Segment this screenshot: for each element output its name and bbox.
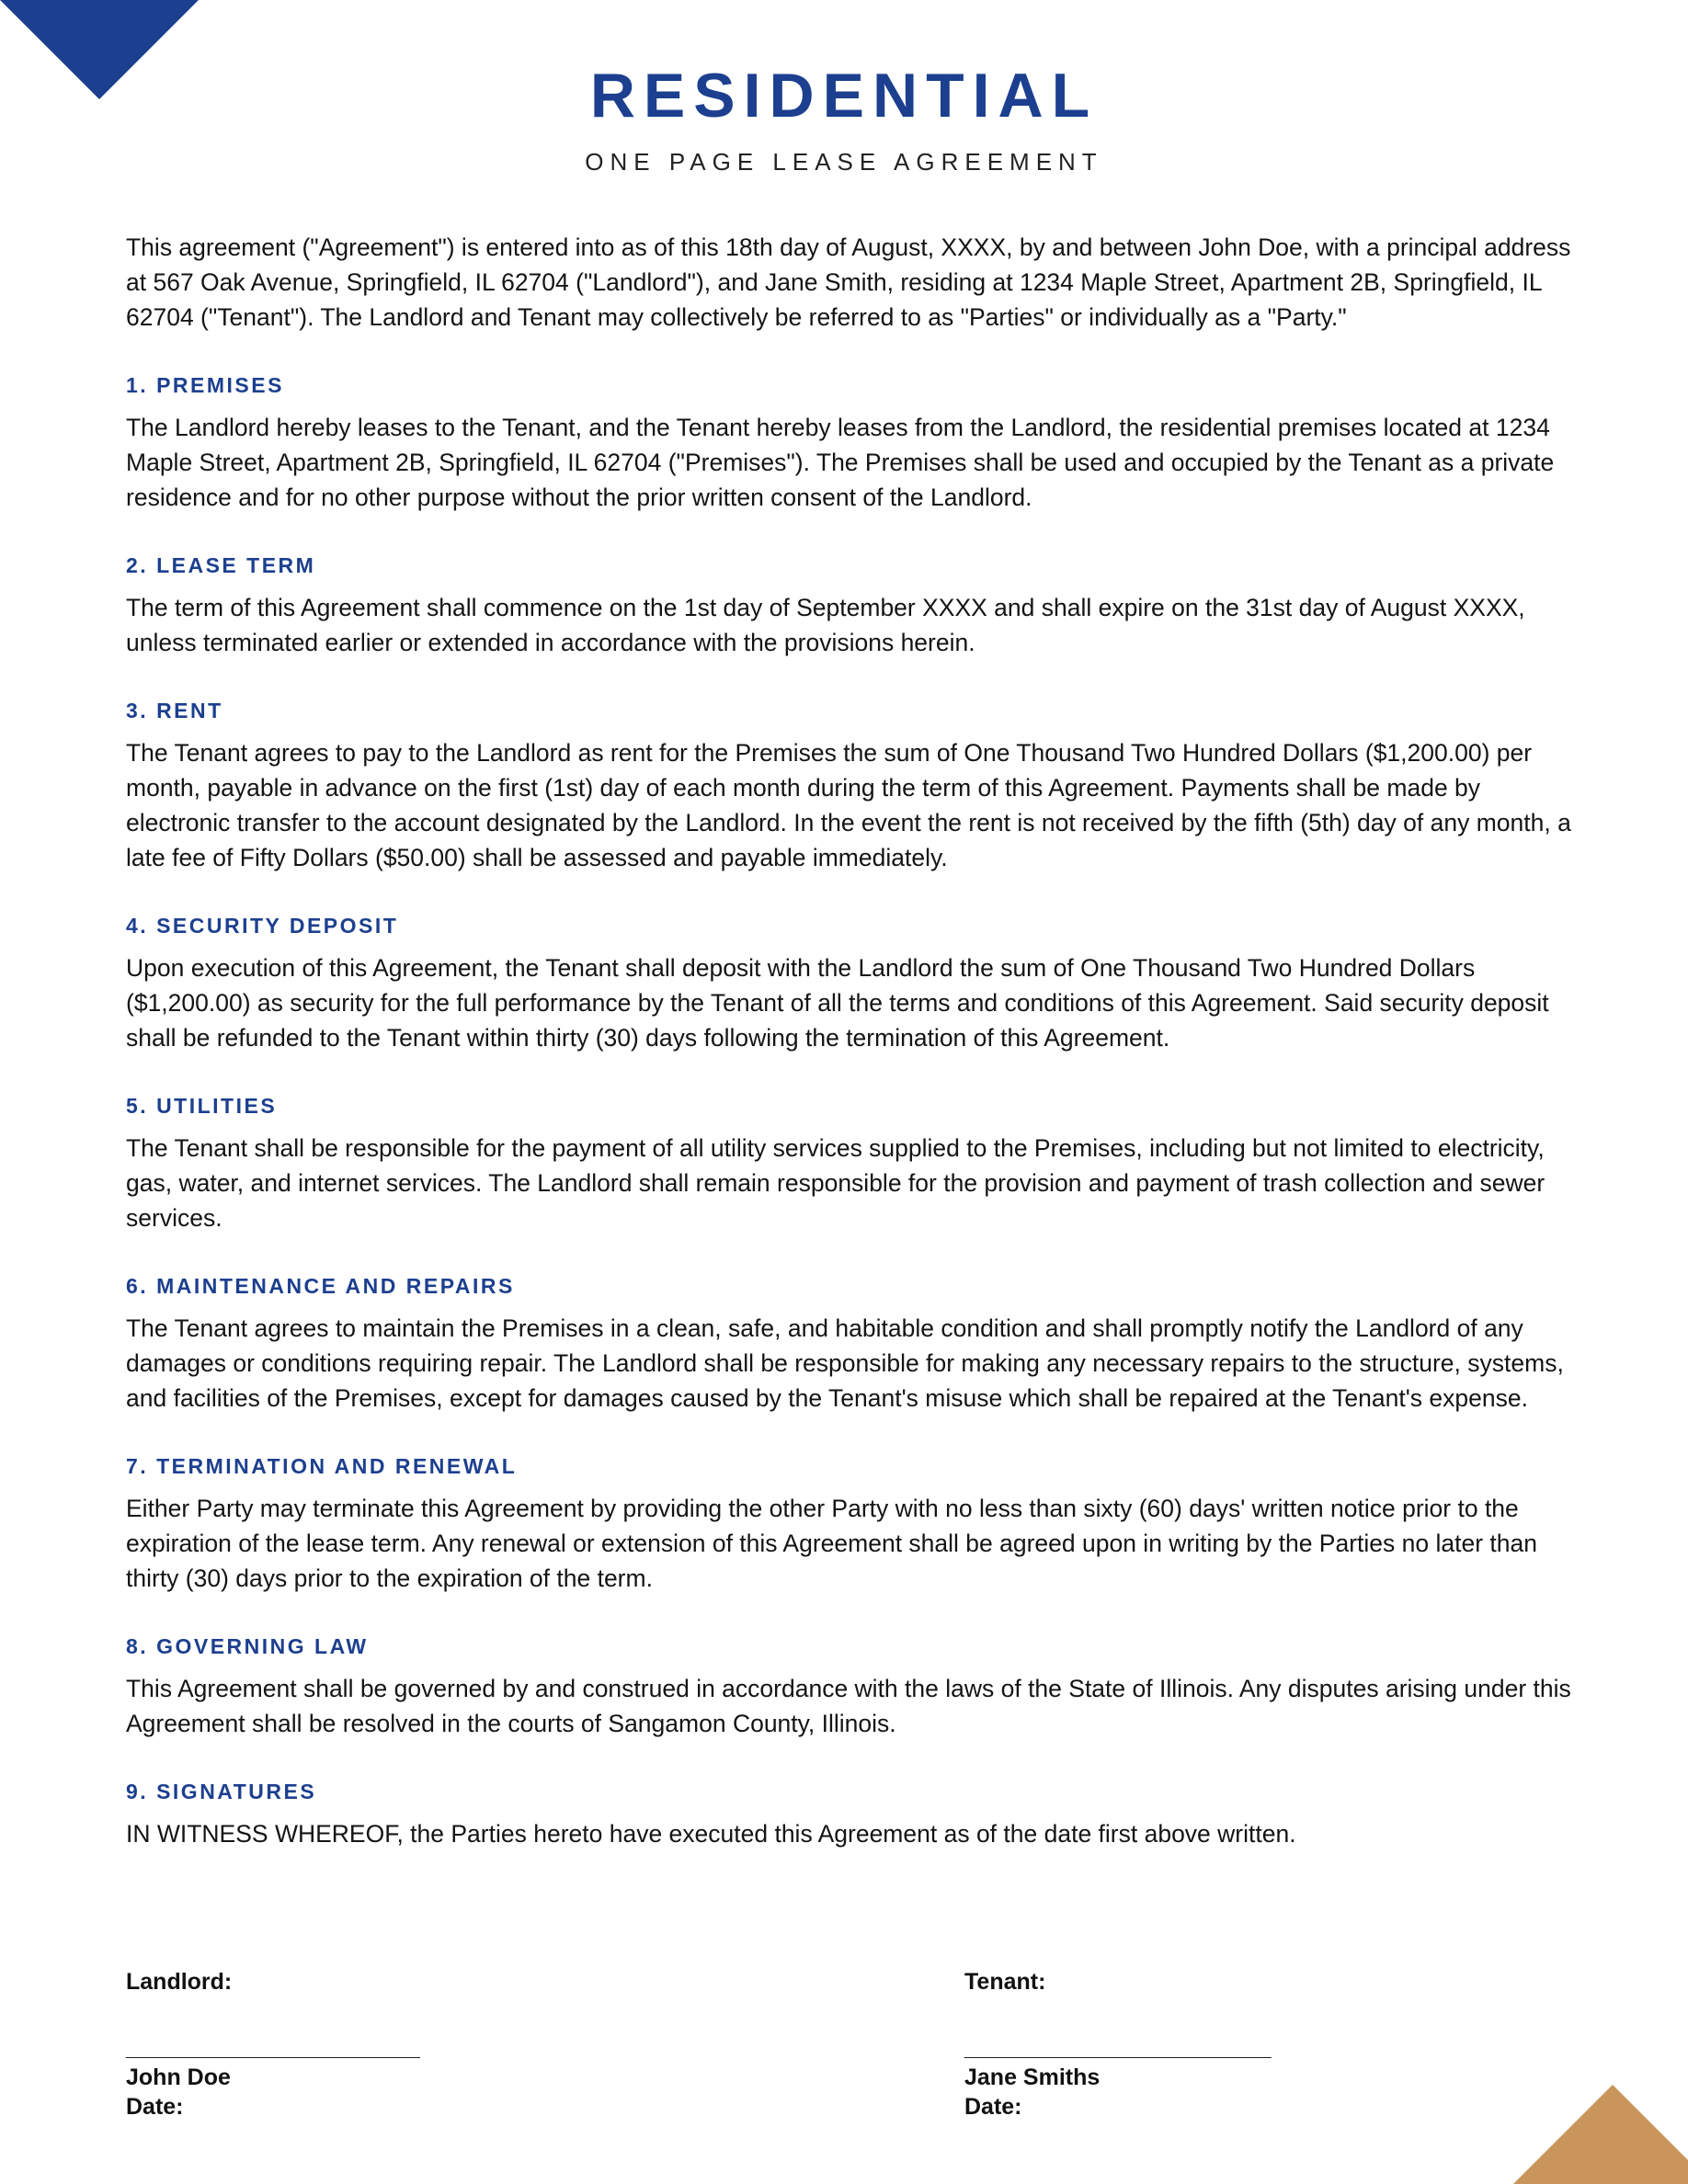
document-body <box>126 230 1588 1851</box>
section-text: Either Party may terminate this Agreement by providing the other Party with no less than sixty (60) days' written notice prior to the expiration of the lease term. Any renewal or extension of this Agreement shall be agreed upon in writing by the Parties no later than thirty (30) days prior to the expiration of the term. <box>126 1495 1537 1592</box>
section-lease-term <box>126 552 1588 660</box>
tenant-label: Tenant: <box>964 1969 1046 1995</box>
section-utilities <box>126 1092 1588 1235</box>
tenant-name: Jane Smiths <box>964 2065 1101 2090</box>
section-heading: 3. RENT <box>126 699 223 722</box>
tenant-signature-line: ________________________ <box>964 2035 1272 2061</box>
section-text: The Tenant agrees to pay to the Landlord as rent for the Premises the sum of One Thousand Two Hundred Dollars ($1,200.00) per month, payable in advance on the first (1st) day of each month during the term of this Agreement. Payments shall be made by electronic transfer to the account designated by the Landlord. In the event the rent is not received by the fifth (5th) day of any month, a late fee of Fifty Dollars ($50.00) shall be assessed and payable immediately. <box>126 739 1571 871</box>
section-maintenance <box>126 1272 1588 1416</box>
section-premises <box>126 371 1588 515</box>
document-header <box>0 57 1688 176</box>
section-text: Upon execution of this Agreement, the Tenant shall deposit with the Landlord the sum of One Thousand Two Hundred Dollars ($1,200.00) as security for the full performance by the Tenant of all the terms and conditions of this Agreement. Said security deposit shall be refunded to the Tenant within thirty (30) days following the termination of this Agreement. <box>126 954 1549 1052</box>
landlord-date-label: Date: <box>126 2094 184 2120</box>
section-heading: 9. SIGNATURES <box>126 1780 317 1803</box>
section-termination <box>126 1452 1588 1596</box>
section-heading: 6. MAINTENANCE AND REPAIRS <box>126 1274 515 1298</box>
landlord-signature <box>126 1967 678 2121</box>
document-subtitle: ONE PAGE LEASE AGREEMENT <box>585 148 1103 176</box>
section-heading: 8. GOVERNING LAW <box>126 1634 369 1658</box>
intro-paragraph: This agreement ("Agreement") is entered into as of this 18th day of August, XXXX, by and between John Doe, with a principal address at 567 Oak Avenue, Springfield, IL 62704 ("Landlord"), and Jane Smith, residing at 1234 Maple Street, Apartment 2B, Springfield, IL 62704 ("Tenant"). The Landlord and Tenant may collectively be referred to as "Parties" or individually as a "Party." <box>126 233 1571 331</box>
landlord-name: John Doe <box>126 2065 231 2090</box>
section-text: The Tenant agrees to maintain the Premises in a clean, safe, and habitable condition and shall promptly notify the Landlord of any damages or conditions requiring repair. The Landlord shall be responsible for making any necessary repairs to the structure, systems, and facilities of the Premises, except for damages caused by the Tenant's misuse which shall be repaired at the Tenant's expense. <box>126 1314 1564 1412</box>
section-rent <box>126 697 1588 875</box>
section-security-deposit <box>126 912 1588 1055</box>
section-heading: 1. PREMISES <box>126 373 284 397</box>
landlord-label: Landlord: <box>126 1969 233 1995</box>
landlord-signature-line: _______________________ <box>126 2035 420 2061</box>
section-signatures <box>126 1778 1588 1851</box>
tenant-signature <box>964 1967 1516 2121</box>
section-heading: 2. LEASE TERM <box>126 553 316 577</box>
section-heading: 7. TERMINATION AND RENEWAL <box>126 1454 518 1478</box>
document-title: RESIDENTIAL <box>589 61 1099 131</box>
section-text: The Tenant shall be responsible for the payment of all utility services supplied to the Premises, including but not limited to electricity, gas, water, and internet services. The Landlord shall remain responsible for the provision and payment of trash collection and sewer services. <box>126 1134 1545 1232</box>
section-text: The term of this Agreement shall commence on the 1st day of September XXXX and shall expire on the 31st day of August XXXX, unless terminated earlier or extended in accordance with the provisions herein. <box>126 594 1525 656</box>
section-text: This Agreement shall be governed by and construed in accordance with the laws of the State of Illinois. Any disputes arising under this Agreement shall be resolved in the courts of Sangamon County, Illinois. <box>126 1675 1571 1737</box>
tenant-date-label: Date: <box>964 2094 1022 2120</box>
section-governing-law <box>126 1632 1588 1741</box>
section-heading: 4. SECURITY DEPOSIT <box>126 914 399 938</box>
corner-triangle-bottom-right <box>1513 2085 1688 2184</box>
section-text: IN WITNESS WHEREOF, the Parties hereto have executed this Agreement as of the date first above written. <box>126 1820 1296 1848</box>
section-heading: 5. UTILITIES <box>126 1094 278 1118</box>
section-text: The Landlord hereby leases to the Tenant, and the Tenant hereby leases from the Landlord, the residential premises located at 1234 Maple Street, Apartment 2B, Springfield, IL 62704 ("Premises"). The Premises shall be used and occupied by the Tenant as a private residence and for no other purpose without the prior written consent of the Landlord. <box>126 414 1555 511</box>
